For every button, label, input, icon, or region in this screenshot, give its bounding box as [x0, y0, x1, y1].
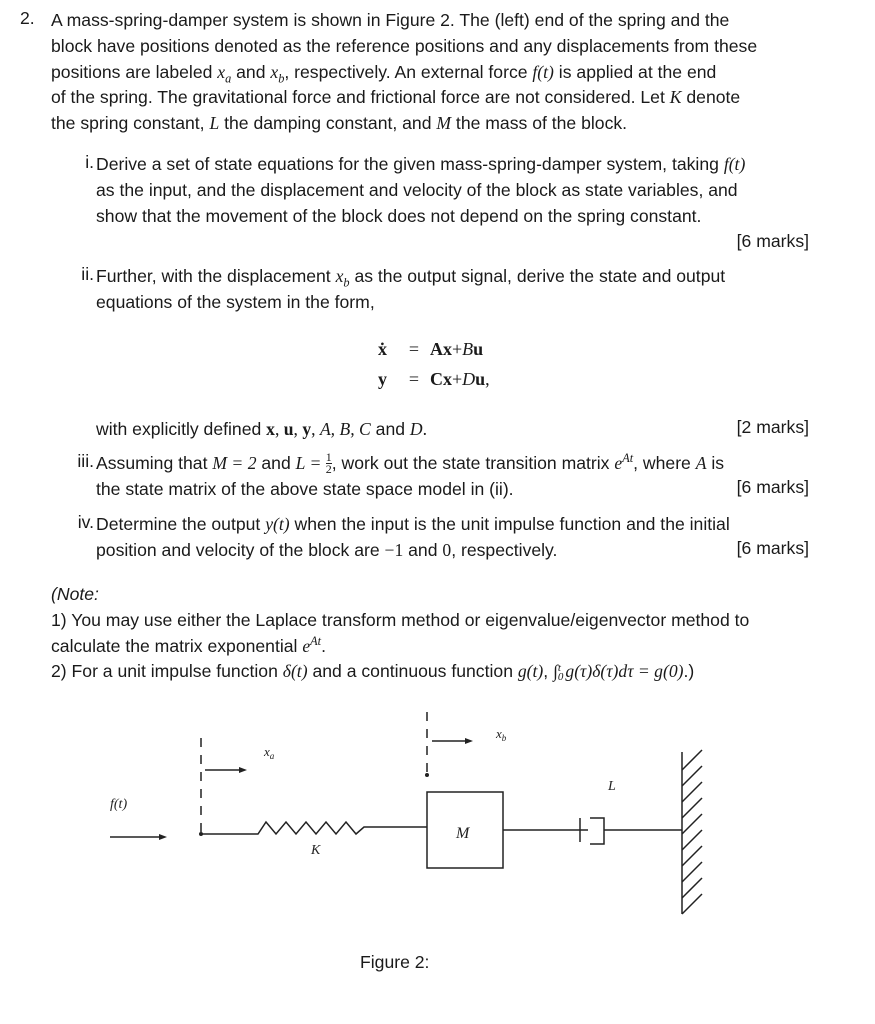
math-xb: $x_b$ — [335, 266, 350, 290]
part-i-label: i. — [85, 152, 94, 172]
intro-line-4: of the spring. The gravitational force and frictional force are not considered. Let K denote — [51, 87, 741, 108]
math-f-of-t: f(t) — [532, 61, 554, 82]
label-xa: $x_a$ — [264, 744, 275, 761]
math-L: L — [209, 113, 220, 134]
part-i: Derive a set of state equations for the given mass-spring-damper system, taking f(t) as the input, and the displacement and velocity of the block as state variables, and show that the movement of the block does not depend on the spring constant. — [96, 154, 746, 226]
label-K: K — [311, 843, 321, 858]
spring — [201, 822, 427, 834]
part-iii-label: iii. — [77, 451, 94, 471]
note-head: (Note: — [51, 584, 99, 604]
part-i-marks: [6 marks] — [736, 231, 809, 251]
intro-line-3: positions are labeled $x_a$ and $x_b$, respectively. An external force f(t) is applied at the end — [51, 61, 717, 86]
label-xb: $x_b$ — [496, 726, 507, 743]
intro-line-5: the spring constant, L the damping constant, and M the mass of the block. — [51, 113, 628, 134]
part-iv-label: iv. — [77, 512, 94, 532]
intro-line-2: block have positions denoted as the reference positions and any displacements from these — [51, 35, 758, 56]
math-M: M — [436, 113, 452, 134]
math-xb: $x_b$ — [270, 61, 285, 86]
force-arrow — [110, 834, 167, 840]
part-iii-marks: [6 marks] — [736, 477, 809, 497]
part-ii-label: ii. — [81, 264, 94, 284]
xa-arrow — [205, 767, 247, 773]
label-M: M — [456, 825, 470, 842]
question-intro — [51, 8, 809, 137]
part-ii-marks: [2 marks] — [736, 417, 809, 437]
damper — [503, 818, 682, 844]
label-f-of-t: f(t) — [110, 797, 128, 812]
state-equation: ẋ = Ax + B u — [378, 339, 484, 359]
part-iv-marks: [6 marks] — [736, 538, 809, 558]
note: (Note: 1) You may use either the Laplace transform method or eigenvalue/eigenvector method to calculate the matrix exponential $e^{At}$. 2) For a unit impulse function δ(t) and a continuous function g(t), ∫ t 0 g(τ)δ(τ)dτ = g(0).) — [51, 582, 821, 685]
label-L: L — [608, 779, 616, 794]
figure-caption: Figure 2: — [360, 952, 430, 972]
part-ii-defs: with explicitly defined x, u, y, A, B, C and D. — [96, 419, 428, 439]
xb-arrow — [432, 738, 473, 744]
question-number: 2. — [20, 8, 35, 28]
math-f-of-t: f(t) — [723, 154, 746, 174]
mass-spring-damper-figure — [0, 700, 875, 960]
math-xa: $x_a$ — [217, 61, 232, 86]
part-iii: Assuming that M = 2 and L = $\frac{1}{2}$ , work out the state transition matrix $e^{At}$, where A is the state matrix of the above state space model in (ii). — [96, 450, 725, 499]
math-K: K — [669, 87, 682, 108]
part-ii: Further, with the displacement $x_b$ as the output signal, derive the state and output equations of the system in the form, — [96, 266, 726, 312]
intro-line-1: A mass-spring-damper system is shown in Figure 2. The (left) end of the spring and the — [51, 10, 730, 30]
part-iv: Determine the output y(t) when the input is the unit impulse function and the initial position and velocity of the block are −1 and 0, respectively. — [96, 514, 730, 560]
wall — [682, 750, 702, 914]
output-equation: y = Cx + D u , — [378, 369, 490, 389]
